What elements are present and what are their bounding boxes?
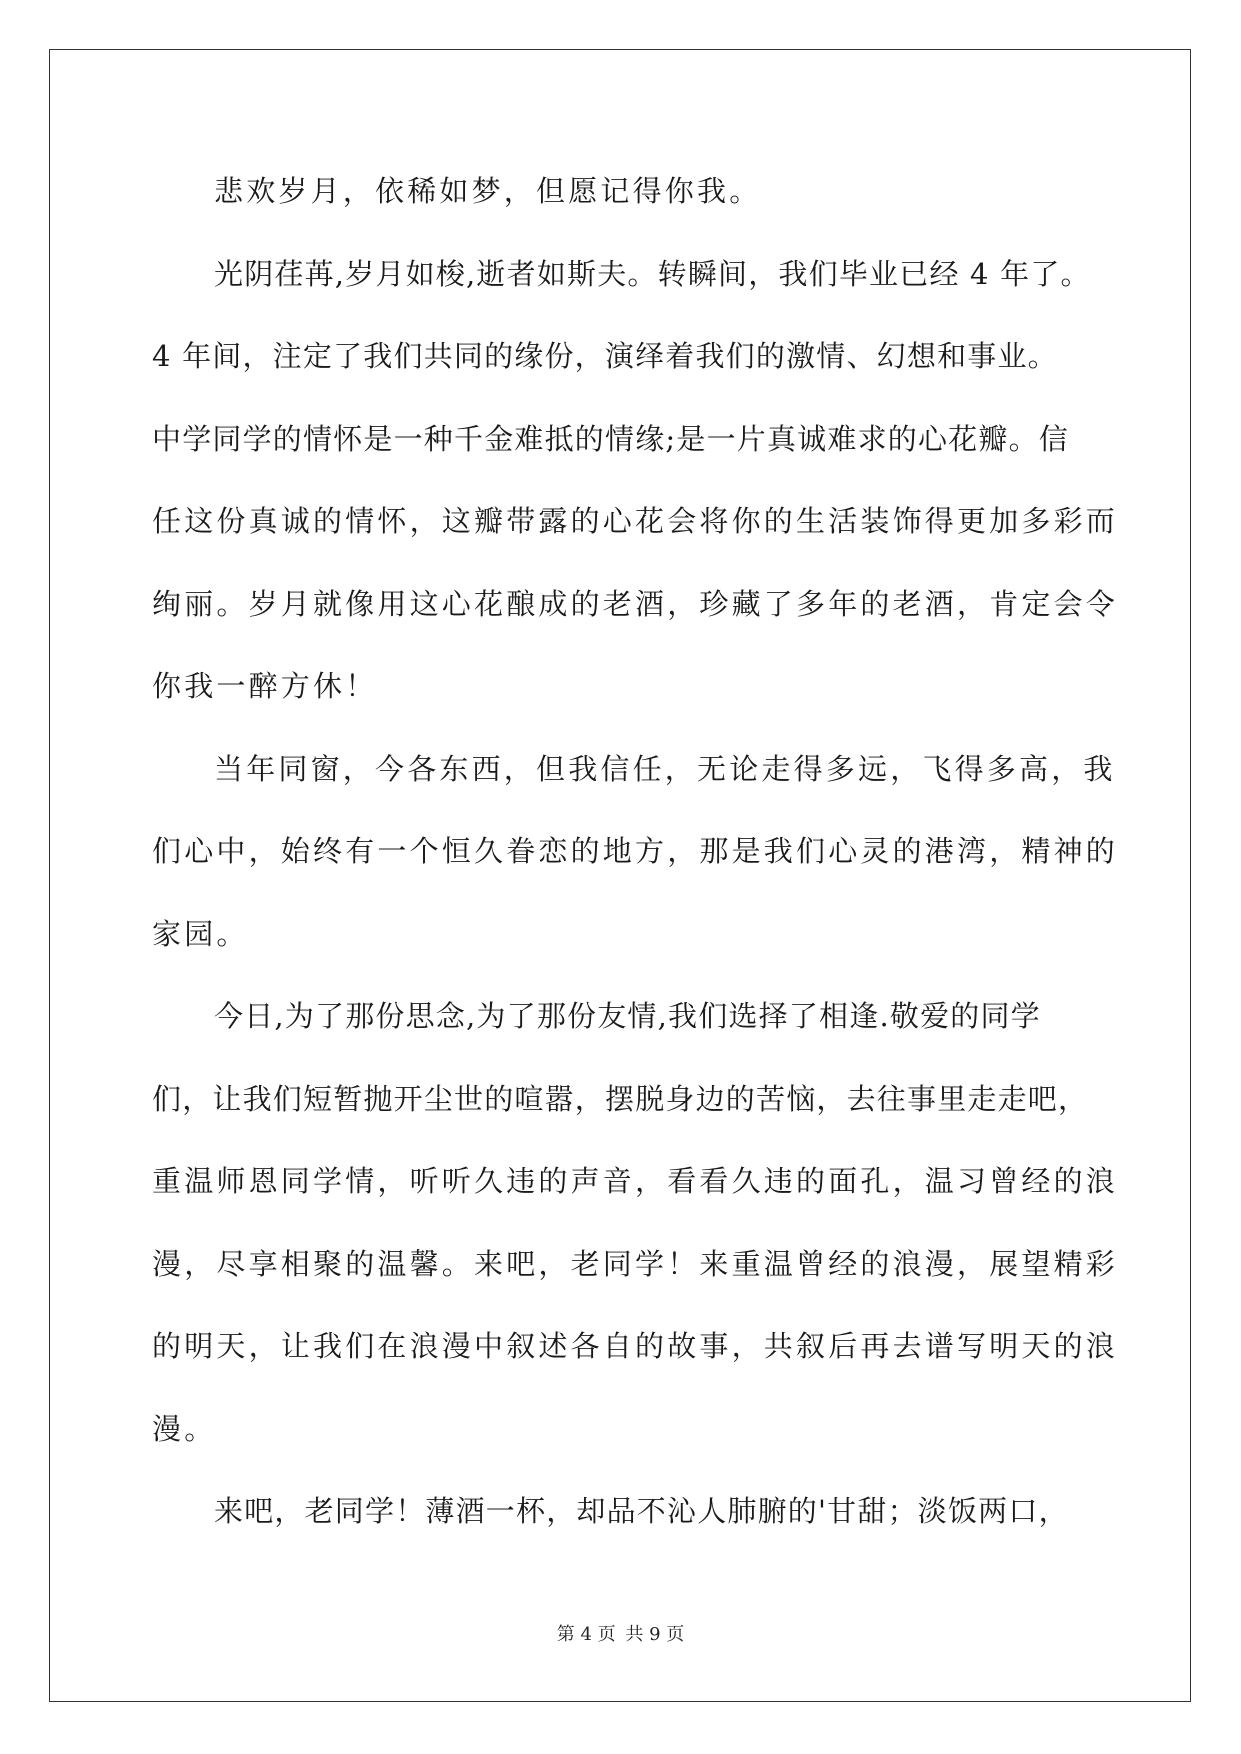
- text-line: 你我一醉方休！: [152, 669, 378, 703]
- text-line: 任这份真诚的情怀，这瓣带露的心花会将你的生活装饰得更加多彩而: [152, 504, 1119, 538]
- text-line: 漫，尽享相聚的温馨。来吧，老同学！来重温曾经的浪漫，展望精彩: [152, 1246, 1119, 1281]
- document-body: [152, 163, 1119, 1566]
- text-line: 的明天，让我们在浪漫中叙述各自的故事，共叙后再去谱写明天的浪: [152, 1329, 1119, 1363]
- text-line: 绚丽。岁月就像用这心花酿成的老酒，珍藏了多年的老酒，肯定会令: [152, 586, 1119, 621]
- text-line: 们心中，始终有一个恒久眷恋的地方，那是我们心灵的港湾，精神的: [152, 834, 1119, 868]
- text-line: 今日,为了那份思念,为了那份友情,我们选择了相逢.敬爱的同学: [214, 999, 1041, 1033]
- text-line: 重温师恩同学情，听听久违的声音，看看久违的面孔，温习曾经的浪: [152, 1164, 1119, 1198]
- text-line: 漫。: [152, 1411, 217, 1446]
- text-line: 中学同学的情怀是一种千金难抵的情缘;是一片真诚难求的心花瓣。信: [152, 421, 1069, 456]
- text-line: 悲欢岁月，依稀如梦，但愿记得你我。: [214, 174, 762, 208]
- text-line: 们，让我们短暂抛开尘世的喧嚣，摆脱身边的苦恼，去往事里走走吧，: [152, 1081, 1089, 1116]
- total-pages: 共 9 页: [625, 1624, 685, 1645]
- page-number: 第 4 页: [556, 1624, 616, 1645]
- text-line: 家园。: [152, 916, 249, 951]
- text-line: 当年同窗，今各东西，但我信任，无论走得多远，飞得多高，我: [214, 751, 1116, 786]
- text-line: 光阴荏苒,岁月如梭,逝者如斯夫。转瞬间，我们毕业已经 4 年了。: [214, 256, 1091, 291]
- text-line: 来吧，老同学！薄酒一杯，却品不沁人肺腑的'甘甜；淡饭两口，: [214, 1494, 1069, 1528]
- page-footer: [0, 1620, 1241, 1646]
- text-line: 4 年间，注定了我们共同的缘份，演绎着我们的激情、幻想和事业。: [152, 339, 1058, 373]
